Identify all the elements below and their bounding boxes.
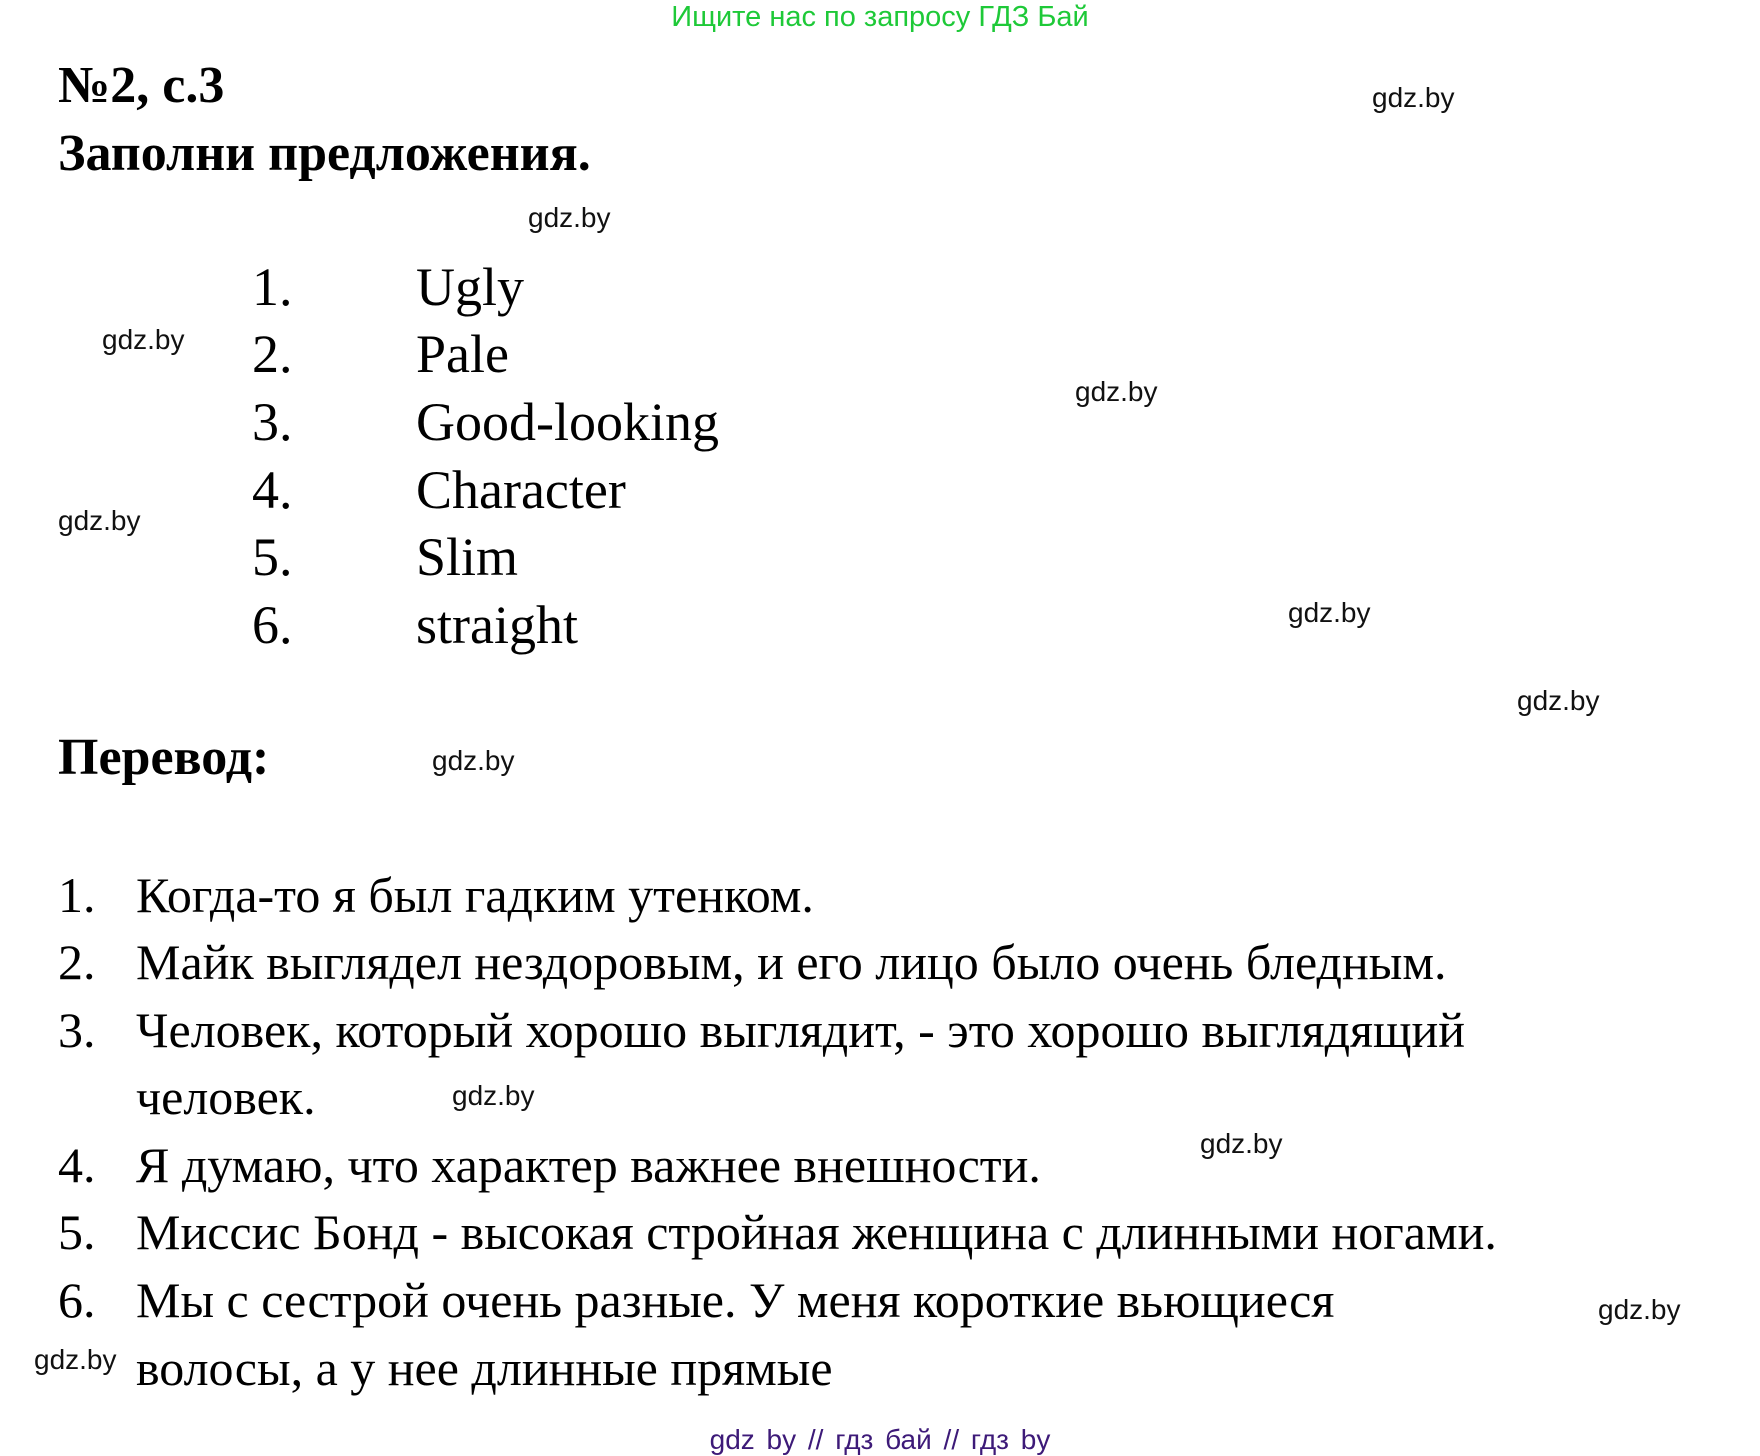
footer-links: gdz by // гдз бай // гдз by [709, 1424, 1051, 1455]
translation-text: Когда-то я был гадким утенком. [136, 867, 814, 923]
translation-title: Перевод: [58, 729, 270, 786]
watermark: gdz.by [452, 1080, 535, 1111]
answer-word: Character [416, 460, 626, 520]
exercise-number: №2, с.3 [58, 57, 225, 114]
answer-number: 4. [252, 460, 293, 520]
answer-word: straight [416, 595, 578, 655]
translation-text: Миссис Бонд - высокая стройная женщина с длинными ногами. [136, 1204, 1497, 1260]
translation-text: Я думаю, что характер важнее внешности. [136, 1137, 1041, 1193]
translation-number: 3. [58, 1002, 96, 1058]
translation-number: 1. [58, 867, 96, 923]
search-banner: Ищите нас по запросу ГДЗ Бай [671, 1, 1089, 33]
answer-number: 5. [252, 527, 293, 587]
translation-number: 2. [58, 934, 96, 990]
translation-number: 4. [58, 1137, 96, 1193]
watermark: gdz.by [34, 1344, 117, 1375]
answer-word: Pale [416, 324, 509, 384]
translation-number: 5. [58, 1204, 96, 1260]
answer-number: 3. [252, 392, 293, 452]
answer-word: Slim [416, 527, 519, 587]
answer-number: 2. [252, 324, 293, 384]
watermark: gdz.by [1598, 1294, 1681, 1325]
answer-word: Ugly [416, 257, 524, 317]
task-title: Заполни предложения. [58, 125, 591, 182]
watermark: gdz.by [528, 202, 611, 233]
watermark: gdz.by [102, 324, 185, 355]
translation-text: Человек, который хорошо выглядит, - это хорошо выглядящий [136, 1002, 1466, 1058]
watermark: gdz.by [432, 745, 515, 776]
watermark: gdz.by [58, 505, 141, 536]
answer-word: Good-looking [416, 392, 719, 452]
translation-text-continued: человек. [136, 1069, 316, 1125]
watermark: gdz.by [1288, 597, 1371, 628]
answer-number: 1. [252, 257, 293, 317]
watermark: gdz.by [1517, 685, 1600, 716]
translation-text-continued: волосы, а у нее длинные прямые [136, 1340, 833, 1396]
watermark: gdz.by [1200, 1128, 1283, 1159]
translation-text: Мы с сестрой очень разные. У меня короткие вьющиеся [136, 1272, 1335, 1328]
translation-text: Майк выглядел нездоровым, и его лицо было очень бледным. [136, 934, 1447, 990]
watermark: gdz.by [1075, 376, 1158, 407]
watermark: gdz.by [1372, 82, 1455, 113]
translation-number: 6. [58, 1272, 96, 1328]
answer-number: 6. [252, 595, 293, 655]
